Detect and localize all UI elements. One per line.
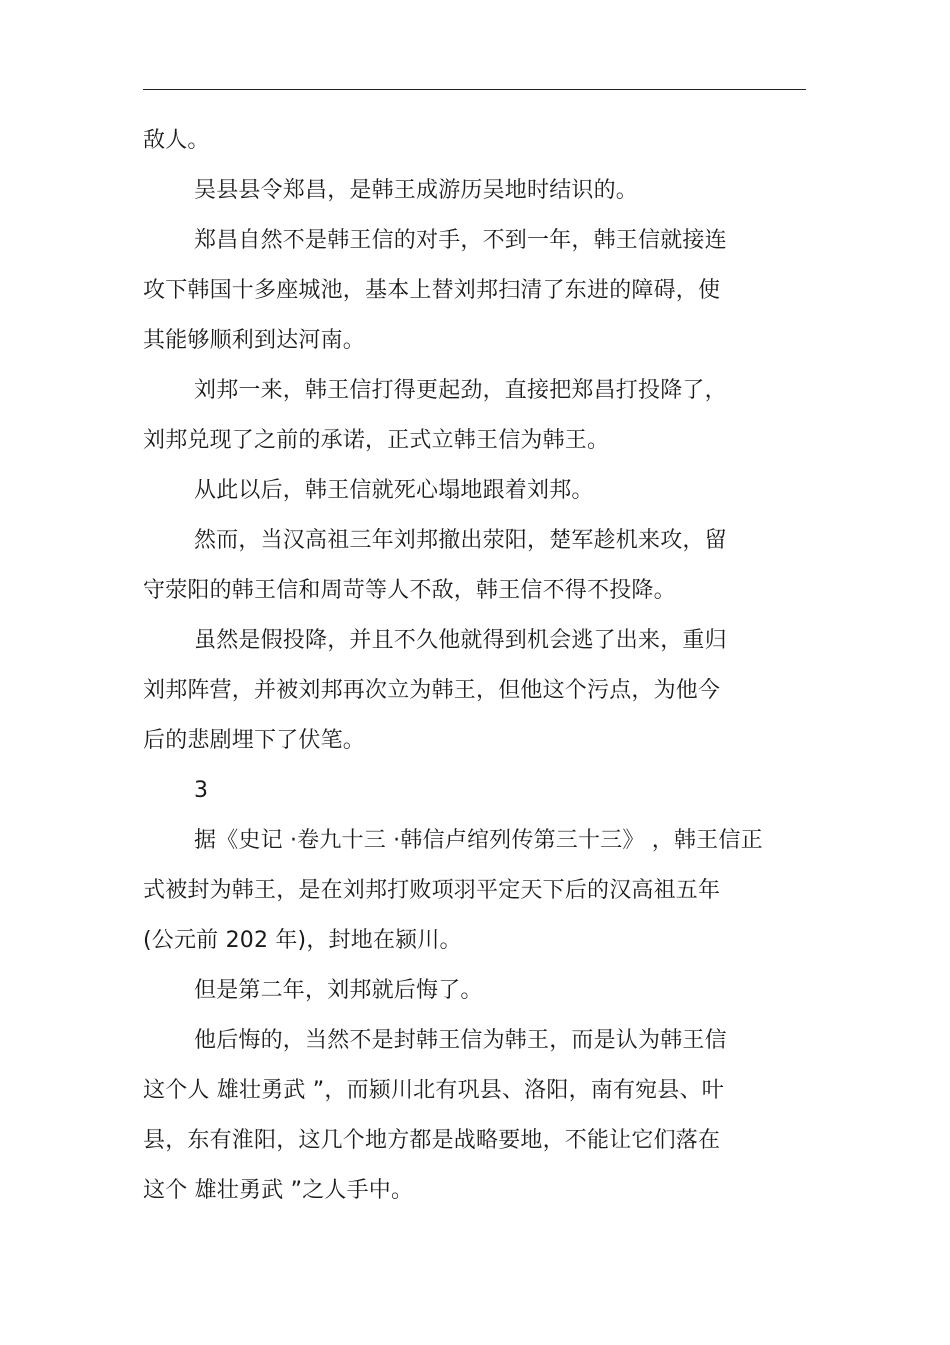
text-line: 然而，当汉高祖三年刘邦撤出荥阳，楚军趁机来攻，留 <box>194 528 727 553</box>
text-line: 式被封为韩王，是在刘邦打败项羽平定天下后的汉高祖五年 <box>143 878 721 903</box>
text-line: 他后悔的，当然不是封韩王信为韩王，而是认为韩王信 <box>194 1028 727 1053</box>
text-line: 郑昌自然不是韩王信的对手，不到一年，韩王信就接连 <box>194 228 727 253</box>
text-line: 敌人。 <box>143 128 210 153</box>
text-line: 但是第二年，刘邦就后悔了。 <box>194 978 483 1003</box>
text-line: 刘邦一来，韩王信打得更起劲，直接把郑昌打投降了， <box>194 378 727 403</box>
text-line: 从此以后，韩王信就死心塌地跟着刘邦。 <box>194 478 594 503</box>
text-line: 吴县县令郑昌，是韩王成游历吴地时结识的。 <box>194 178 639 203</box>
section-number: 3 <box>194 778 209 803</box>
text-line: 其能够顺利到达河南。 <box>143 328 366 353</box>
text-line: 这个人 雄壮勇武 ”，而颍川北有巩县、洛阳，南有宛县、叶 <box>143 1078 724 1103</box>
header-rule <box>143 89 806 90</box>
text-line: 攻下韩国十多座城池，基本上替刘邦扫清了东进的障碍，使 <box>143 278 721 303</box>
text-line: 刘邦兑现了之前的承诺，正式立韩王信为韩王。 <box>143 428 610 453</box>
text-line: 据《史记 ·卷九十三 ·韩信卢绾列传第三十三》 ，韩王信正 <box>194 828 763 853</box>
text-line: 守荥阳的韩王信和周苛等人不敌，韩王信不得不投降。 <box>143 578 676 603</box>
text-line: 后的悲剧埋下了伏笔。 <box>143 728 366 753</box>
text-line: 县，东有淮阳，这几个地方都是战略要地，不能让它们落在 <box>143 1128 721 1153</box>
text-line: 虽然是假投降，并且不久他就得到机会逃了出来，重归 <box>194 628 727 653</box>
text-line: (公元前 202 年)，封地在颍川。 <box>143 928 462 953</box>
text-line: 刘邦阵营，并被刘邦再次立为韩王，但他这个污点，为他今 <box>143 678 721 703</box>
text-line: 这个 雄壮勇武 ”之人手中。 <box>143 1178 414 1203</box>
